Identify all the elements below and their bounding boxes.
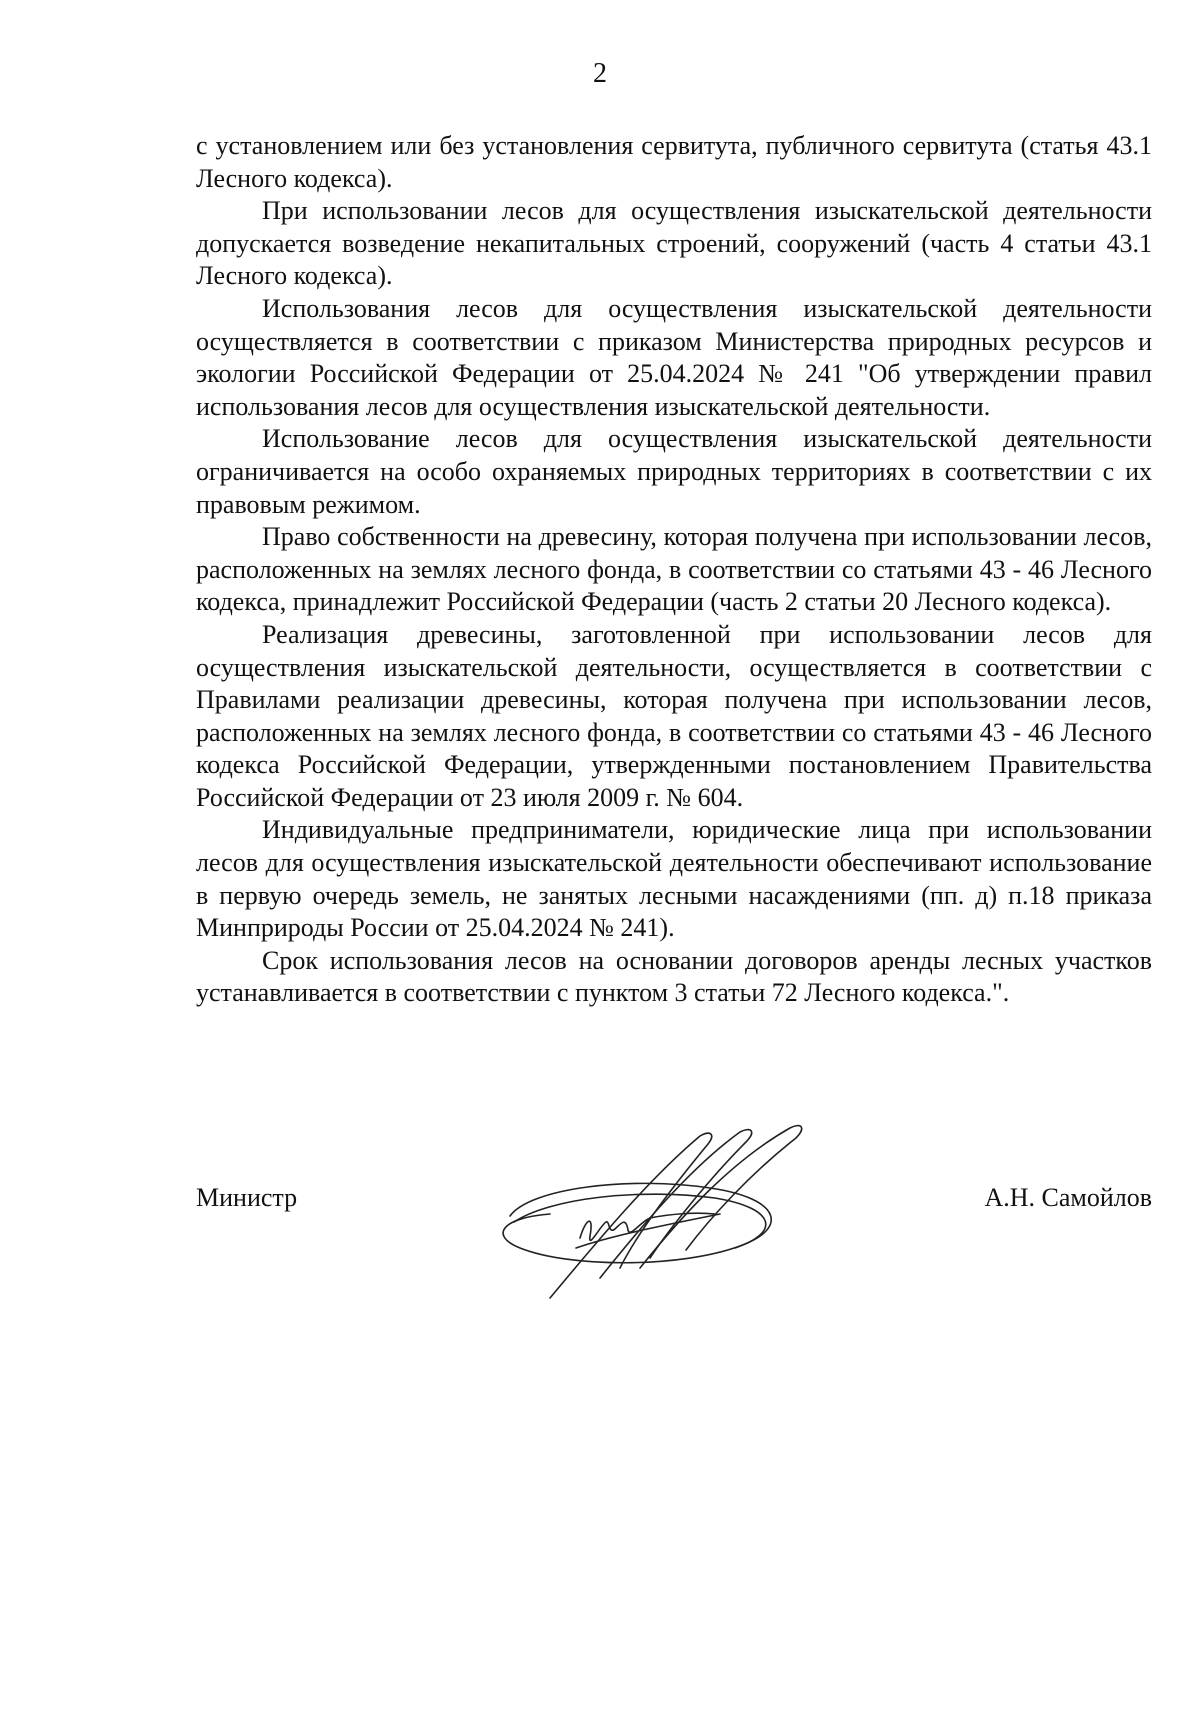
paragraph-3: Использования лесов для осуществления изыскательской деятельности осуществляется в соответствии с приказом Министерства природных ресурсов и экологии Российской Федерации от 25.04.2024 № 241 "Об утверждении правил использования лесов для осуществления изыскательской деятельности. [196,293,1152,421]
page-number: 2 [593,58,607,89]
paragraph-6: Реализация древесины, заготовленной при использовании лесов для осуществления изыскательской деятельности, осуществляется в соответствии с Правилами реализации древесины, которая получена при использовании лесов, расположенных на землях лесного фонда, в соответствии со статьями 43 - 46 Лесного кодекса Российской Федерации, утвержденными постановлением Правительства Российской Федерации от 23 июля 2009 г. № 604. [196,619,1152,812]
paragraph-5: Право собственности на древесину, которая получена при использовании лесов, расположенных на землях лесного фонда, в соответствии со статьями 43 - 46 Лесного кодекса, принадлежит Российской Федерации (часть 2 статьи 20 Лесного кодекса). [196,522,1152,617]
signatory-name: А.Н. Самойлов [984,1183,1152,1212]
paragraph-8: Срок использования лесов на основании договоров аренды лесных участков устанавливается в соответствии с пунктом 3 статьи 72 Лесного кодекса.". [196,945,1152,1008]
document-body [196,130,1152,1010]
paragraph-4: Использование лесов для осуществления изыскательской деятельности ограничивается на особо охраняемых природных территориях в соответствии с их правовым режимом. [196,424,1152,519]
paragraph-2: При использовании лесов для осуществления изыскательской деятельности допускается возведение некапитальных строений, сооружений (часть 4 статьи 43.1 Лесного кодекса). [196,196,1152,291]
paragraph-1: с установлением или без установления сервитута, публичного сервитута (статья 43.1 Лесного кодекса). [196,131,1152,193]
signatory-title: Министр [196,1183,298,1212]
handwritten-signature [490,1118,850,1308]
paragraph-7: Индивидуальные предприниматели, юридические лица при использовании лесов для осуществления изыскательской деятельности обеспечивают использование в первую очередь земель, не занятых лесными насаждениями (пп. д) п.18 приказа Минприроды России от 25.04.2024 № 241). [196,815,1152,943]
